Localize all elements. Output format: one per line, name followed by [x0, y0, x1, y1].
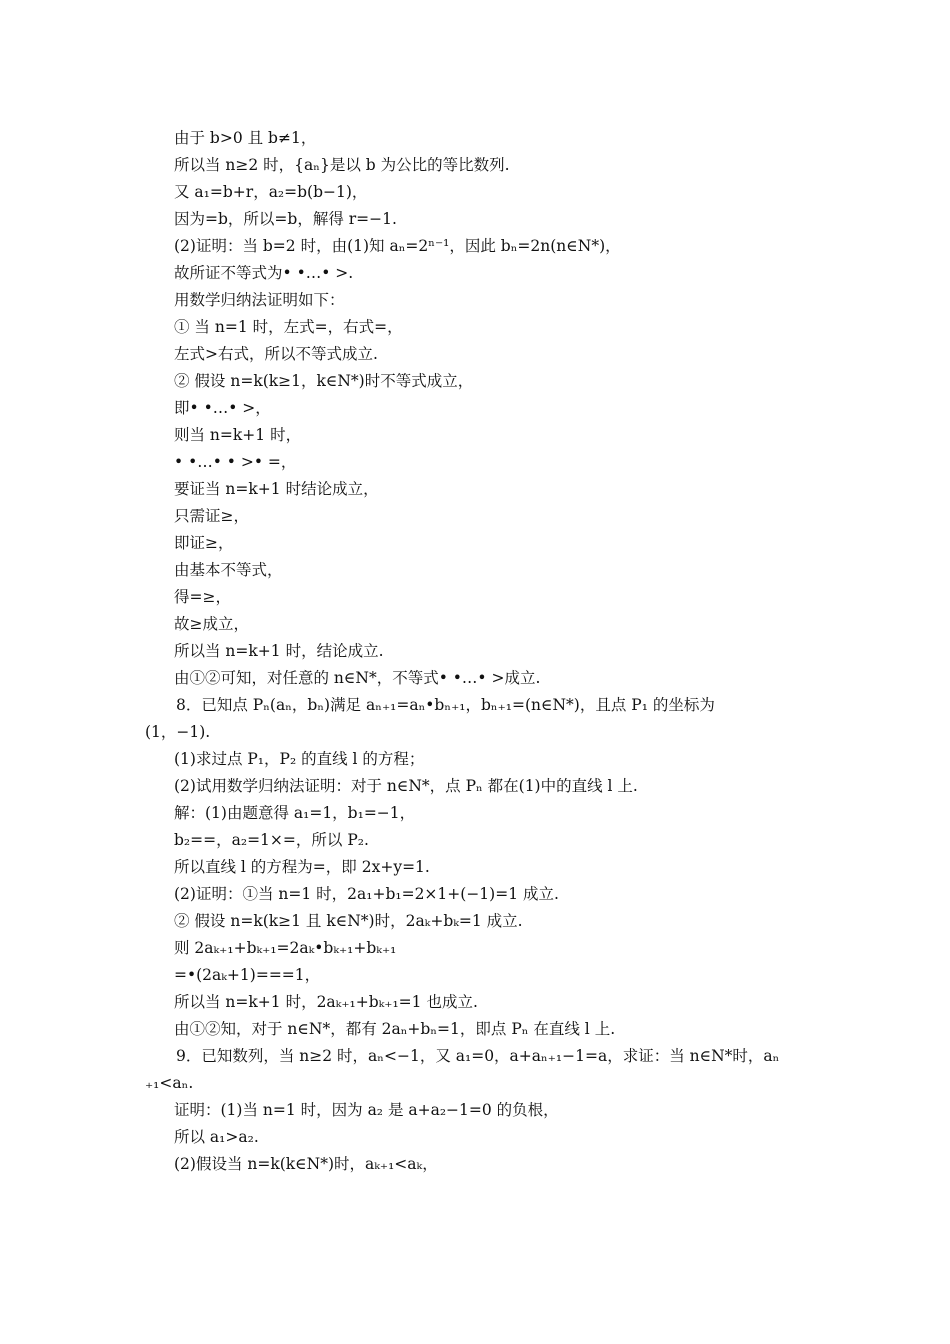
- text-line: (2)证明：当 b=2 时，由(1)知 aₙ=2ⁿ⁻¹，因此 bₙ=2n(n∈N*)，: [174, 237, 621, 255]
- text-line: 所以当 n≥2 时，{aₙ}是以 b 为公比的等比数列.: [174, 156, 510, 174]
- text-line: 所以当 n=k+1 时，2aₖ₊₁+bₖ₊₁=1 也成立.: [174, 993, 478, 1011]
- text-line: 证明：(1)当 n=1 时，因为 a₂ 是 a+a₂−1=0 的负根，: [174, 1101, 559, 1119]
- text-line: 只需证≥，: [174, 507, 249, 525]
- text-line: (2)试用数学归纳法证明：对于 n∈N*，点 Pₙ 都在(1)中的直线 l 上.: [174, 777, 638, 795]
- text-line: 要证当 n=k+1 时结论成立，: [174, 480, 379, 498]
- text-line: (2)证明：①当 n=1 时，2a₁+b₁=2×1+(−1)=1 成立.: [174, 885, 559, 903]
- text-line: 故所证不等式为• •…• >.: [174, 264, 354, 282]
- text-line: (1)求过点 P₁，P₂ 的直线 l 的方程；: [174, 750, 425, 768]
- text-line: 由①②知，对于 n∈N*，都有 2aₙ+bₙ=1，即点 Pₙ 在直线 l 上.: [174, 1020, 616, 1038]
- text-line: 所以直线 l 的方程为=，即 2x+y=1.: [174, 858, 430, 876]
- text-line: • •…• • >• =，: [174, 453, 297, 471]
- text-line: 由①②可知，对任意的 n∈N*，不等式• •…• >成立.: [174, 669, 541, 687]
- text-line: 所以 a₁>a₂.: [174, 1128, 259, 1146]
- text-line: 因为=b，所以=b，解得 r=−1.: [174, 210, 397, 228]
- text-line: 用数学归纳法证明如下：: [174, 291, 345, 309]
- text-line: ② 假设 n=k(k≥1，k∈N*)时不等式成立，: [174, 372, 474, 390]
- text-line: 则 2aₖ₊₁+bₖ₊₁=2aₖ•bₖ₊₁+bₖ₊₁: [174, 939, 397, 957]
- text-line: ② 假设 n=k(k≥1 且 k∈N*)时，2aₖ+bₖ=1 成立.: [174, 912, 523, 930]
- text-line: 又 a₁=b+r，a₂=b(b−1)，: [174, 183, 368, 201]
- text-line: 故≥成立，: [174, 615, 249, 633]
- text-line: b₂==，a₂=1×=，所以 P₂.: [174, 831, 369, 849]
- text-line: 由基本不等式，: [174, 561, 283, 579]
- text-line: 则当 n=k+1 时，: [174, 426, 302, 444]
- text-line: ₊₁<aₙ.: [145, 1074, 194, 1092]
- text-line: 即证≥，: [174, 534, 234, 552]
- problem-8-statement: 8．已知点 Pₙ(aₙ，bₙ)满足 aₙ₊₁=aₙ•bₙ₊₁，bₙ₊₁=(n∈N*)，且点 P₁ 的坐标为: [176, 696, 715, 714]
- text-line: (2)假设当 n=k(k∈N*)时，aₖ₊₁<aₖ，: [174, 1155, 438, 1173]
- text-line: 左式>右式，所以不等式成立.: [174, 345, 378, 363]
- text-line: 即• •…• >，: [174, 399, 271, 417]
- text-line: 得=≥，: [174, 588, 231, 606]
- text-line: 所以当 n=k+1 时，结论成立.: [174, 642, 384, 660]
- text-line: (1，−1).: [145, 723, 211, 741]
- problem-9-statement: 9．已知数列，当 n≥2 时，aₙ<−1，又 a₁=0，a+aₙ₊₁−1=a，求证：当 n∈N*时，aₙ: [176, 1047, 780, 1065]
- text-line: =•(2aₖ+1)===1，: [174, 966, 321, 984]
- text-line: 由于 b>0 且 b≠1，: [174, 129, 317, 147]
- text-line: 解：(1)由题意得 a₁=1，b₁=−1，: [174, 804, 416, 822]
- text-line: ① 当 n=1 时，左式=，右式=，: [174, 318, 403, 336]
